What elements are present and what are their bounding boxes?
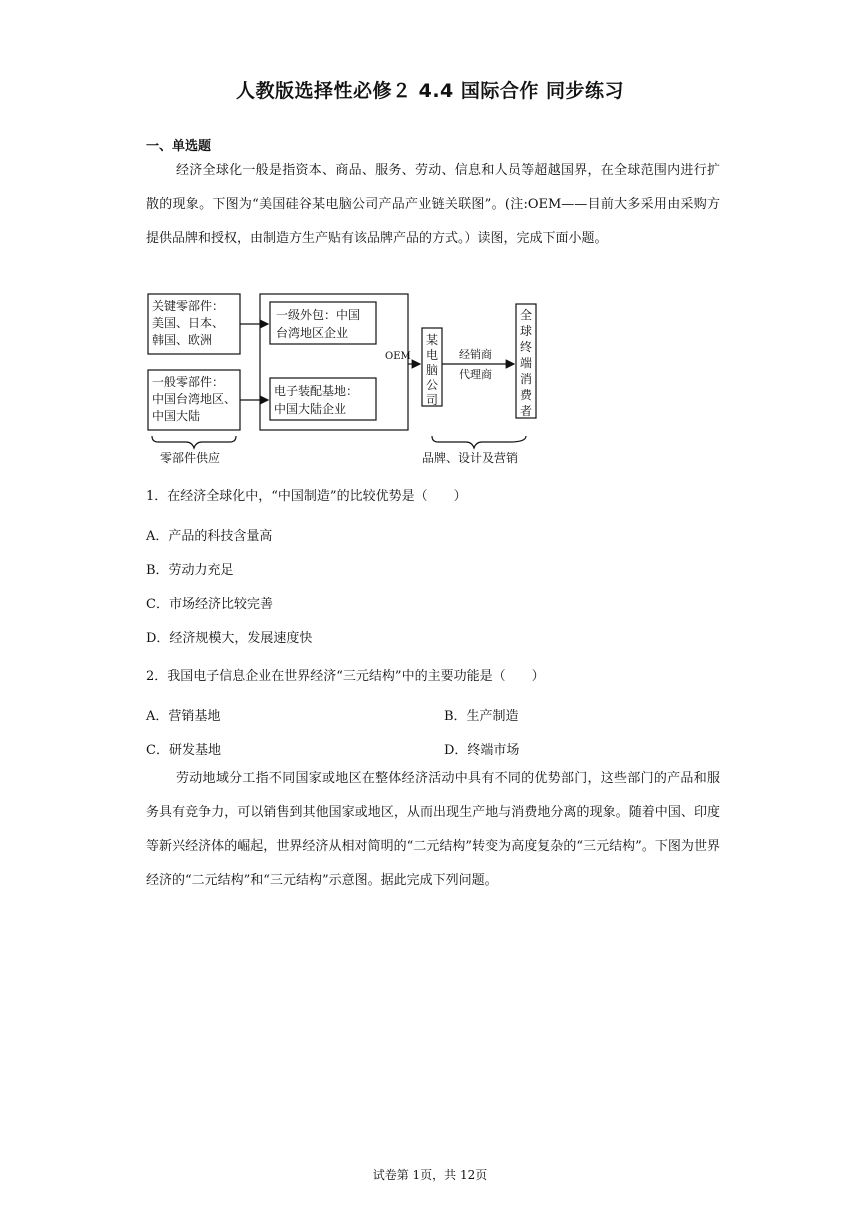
- consumer-char-6: 费: [520, 388, 533, 402]
- intro-paragraph: [146, 154, 720, 256]
- outsource-line-2: 台湾地区企业: [276, 326, 349, 340]
- consumer-char-7: 者: [520, 404, 533, 418]
- q2-option-a[interactable]: A．营销基地: [146, 709, 221, 724]
- section-heading: 一、单选题: [146, 139, 212, 154]
- assembly-line-2: 中国大陆企业: [274, 402, 347, 416]
- consumer-char-2: 球: [520, 324, 533, 338]
- q1-option-a[interactable]: A．产品的科技含量高: [146, 529, 273, 544]
- intro-text: 经济全球化一般是指资本、商品、服务、劳动、信息和人员等超越国界，在全球范围内进行扩散的现象。下图为“美国硅谷某电脑公司产品产业链关联图”。(注:OEM——目前大多采用由采购方提供品牌和授权，由制造方生产贴有该品牌产品的方式。）读图，完成下面小题。: [146, 163, 720, 246]
- general-parts-line-2: 中国台湾地区、: [152, 392, 237, 406]
- outsource-line-1: 一级外包：中国: [276, 308, 361, 322]
- agent-label: 代理商: [459, 368, 492, 381]
- left-brace: [152, 436, 236, 448]
- page-footer: 试卷第 1页，共 12页: [372, 1168, 488, 1182]
- consumer-char-3: 终: [520, 340, 533, 354]
- oem-label: OEM: [385, 351, 411, 362]
- parts-supply-label: 零部件供应: [160, 451, 221, 465]
- company-char-2: 电: [426, 348, 439, 362]
- q2-option-b[interactable]: B．生产制造: [444, 709, 519, 724]
- general-parts-line-3: 中国大陆: [152, 409, 201, 423]
- second-paragraph-text: 劳动地域分工指不同国家或地区在整体经济活动中具有不同的优势部门，这些部门的产品和服务具有竞争力，可以销售到其他国家或地区，从而出现生产地与消费地分离的现象。随着中国、印度等新兴经济体的崛起，世界经济从相对简明的“二元结构”转变为高度复杂的“三元结构”。下图为世界经济的“二元结构”和“三元结构”示意图。据此完成下列问题。: [146, 771, 720, 888]
- company-char-3: 脑: [426, 363, 439, 377]
- company-char-1: 某: [426, 333, 439, 347]
- dealer-label: 经销商: [459, 348, 492, 361]
- industry-chain-diagram: [146, 290, 546, 470]
- company-char-5: 司: [426, 393, 439, 407]
- company-char-4: 公: [426, 378, 439, 392]
- question-2-stem: 2．我国电子信息企业在世界经济“三元结构”中的主要功能是（ ）: [146, 669, 545, 684]
- consumer-char-5: 消: [520, 372, 533, 386]
- second-paragraph: [146, 762, 720, 898]
- q2-option-c[interactable]: C．研发基地: [146, 743, 221, 758]
- question-1-stem: 1．在经济全球化中，“中国制造”的比较优势是（ ）: [146, 489, 467, 504]
- key-parts-line-3: 韩国、欧洲: [152, 333, 213, 347]
- right-brace: [432, 436, 526, 448]
- document-title: 人教版选择性必修２ 4.4 国际合作 同步练习: [235, 80, 624, 102]
- brand-design-marketing-label: 品牌、设计及营销: [422, 451, 519, 465]
- consumer-char-1: 全: [520, 308, 533, 322]
- key-parts-line-1: 关键零部件：: [152, 299, 225, 313]
- key-parts-line-2: 美国、日本、: [152, 316, 225, 330]
- assembly-line-1: 电子装配基地：: [274, 384, 359, 398]
- q1-option-d[interactable]: D．经济规模大，发展速度快: [146, 631, 313, 646]
- q1-option-b[interactable]: B．劳动力充足: [146, 563, 234, 578]
- q1-option-c[interactable]: C．市场经济比较完善: [146, 597, 273, 612]
- consumer-char-4: 端: [520, 356, 533, 370]
- q2-option-d[interactable]: D．终端市场: [444, 743, 520, 758]
- general-parts-line-1: 一般零部件：: [152, 375, 225, 389]
